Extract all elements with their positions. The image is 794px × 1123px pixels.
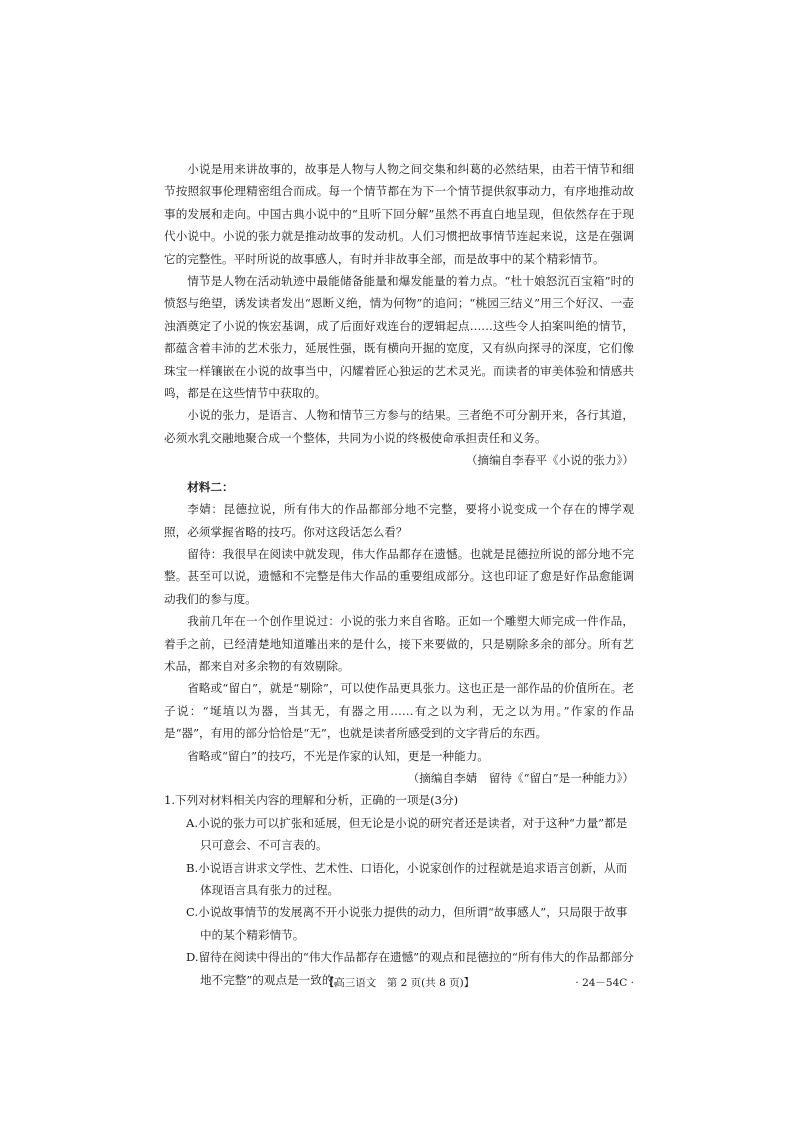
material2-paragraph-2: 留待：我很早在阅读中就发现，伟大作品都存在遗憾。也就是昆德拉所说的部分地不完整。甚至可以说，遗憾和不完整是伟大作品的重要组成部分。这也印证了愈是好作品愈能调动我们的参与度。 — [164, 546, 634, 606]
material1-paragraph-1: 小说是用来讲故事的，故事是人物与人物之间交集和纠葛的必然结果，由若干情节和细节按照叙事伦理精密组合而成。每一个情节都在为下一个情节提供叙事动力，有序地推动故事的发展和走向。中国古典小说中的“且听下回分解”虽然不再直白地呈现，但依然存在于现代小说中。小说的张力就是推动故事的发动机。人们习惯把故事情节连起来说，这是在强调它的完整性。平时所说的故事感人，有时并非故事全部，而是故事中的某个精彩情节。 — [164, 162, 634, 266]
page-footer — [164, 975, 634, 991]
material1-paragraph-2: 情节是人物在活动轨迹中最能储备能量和爆发能量的着力点。“杜十娘怒沉百宝箱”时的愤怒与绝望，诱发读者发出“恩断义绝，情为何物”的追问；“桃园三结义”用三个好汉、一壶浊酒奠定了小说的恢宏基调，成了后面好戏连台的逻辑起点……这些令人拍案叫绝的情节，都蕴含着丰沛的艺术张力，延展性强，既有横向开掘的宽度，又有纵向探寻的深度，它们像珠宝一样镶嵌在小说的故事当中，闪耀着匠心独运的艺术灵光。而读者的审美体验和情感共鸣，都是在这些情节中获取的。 — [164, 274, 634, 401]
option-d-text: D.留待在阅读中得出的“伟大作品都存在遗憾”的观点和昆德拉的“所有伟大的作品都部分地不完整”的观点是一致的。 — [186, 950, 634, 987]
question-1-stem: 1.下列对材料相关内容的理解和分析，正确的一项是(3分) — [164, 793, 459, 808]
material2-heading: 材料二： — [187, 479, 234, 494]
material2-source: （摘编自李婧 留待《“留白”是一种能力》） — [407, 770, 634, 785]
option-c-text: C.小说故事情节的发展离不开小说张力提供的动力，但所谓“故事感人”，只局限于故事中的某个精彩情节。 — [186, 905, 628, 942]
option-b-text: B.小说语言讲求文学性、艺术性、口语化，小说家创作的过程就是追求语言创新，从而体现语言具有张力的过程。 — [186, 860, 628, 897]
material1-source: （摘编自李春平《小说的张力》） — [465, 453, 634, 468]
page-content — [164, 158, 634, 991]
material2-paragraph-4: 省略或“留白”，就是“剔除”，可以使作品更具张力。这也正是一部作品的价值所在。老子说：“埏埴以为器，当其无，有器之用……有之以为利，无之以为用。”作家的作品是“器”，有用的部分恰恰是“无”，也就是读者所感受到的文字背后的东西。 — [164, 681, 634, 741]
question-1-option-b — [186, 857, 634, 902]
question-1-option-a — [186, 812, 634, 857]
material2-paragraph-1: 李婧：昆德拉说，所有伟大的作品都部分地不完整，要将小说变成一个存在的博学观照，必须掌握省略的技巧。你对这段话怎么看？ — [164, 502, 634, 539]
material2-paragraph-3: 我前几年在一个创作里说过：小说的张力来自省略。正如一个雕塑大师完成一件作品，着手之前，已经清楚地知道雕出来的是什么，接下来要做的，只是剔除多余的部分。所有艺术品，都来自对多余物的有效剔除。 — [164, 614, 634, 673]
footer-page-info: 【高三语文 第 2 页(共 8 页)】 — [323, 977, 475, 989]
material1-paragraph-3: 小说的张力，是语言、人物和情节三方参与的结果。三者绝不可分割开来，各行其道，必须水乳交融地聚合成一个整体，共同为小说的终极使命承担责任和义务。 — [164, 408, 634, 445]
question-1-option-c — [186, 901, 634, 946]
material2-paragraph-5: 省略或“留白”的技巧，不光是作家的认知，更是一种能力。 — [187, 748, 489, 763]
footer-code: · 24－54C · — [575, 977, 634, 989]
option-a-text: A.小说的张力可以扩张和延展，但无论是小说的研究者还是读者，对于这种“力量”都是只可意会、不可言表的。 — [186, 815, 628, 853]
